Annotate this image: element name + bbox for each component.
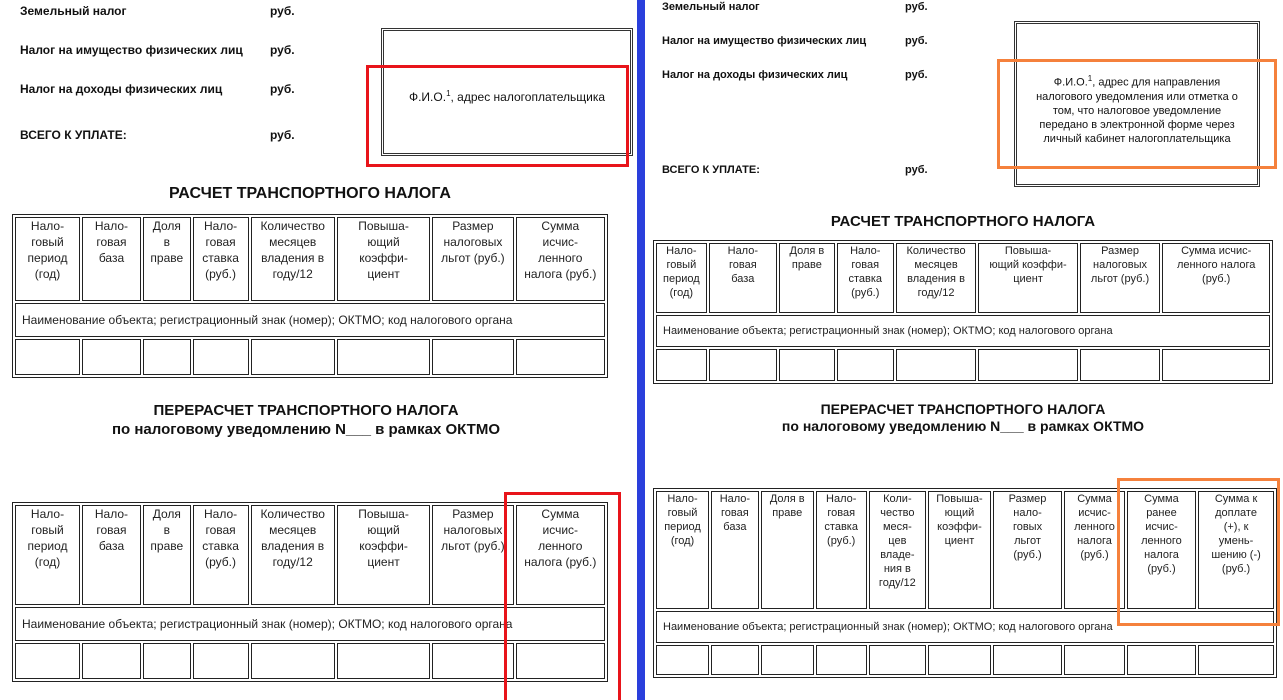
- table-header-row: [656, 491, 1274, 609]
- summary-row-land-tax: [20, 4, 295, 18]
- header-text: [1164, 244, 1268, 286]
- header-line: Доля в: [789, 245, 825, 257]
- footnote-mark: 1: [1087, 74, 1093, 83]
- header-line: Количество: [260, 219, 325, 233]
- blank-cell[interactable]: [1162, 349, 1270, 381]
- header-cell: [656, 243, 707, 313]
- header-text: [658, 492, 707, 548]
- header-line: база: [98, 539, 125, 553]
- summary-row-property-tax: [662, 35, 928, 47]
- header-line: ставка: [848, 273, 883, 285]
- header-line: Нало-: [667, 493, 698, 505]
- header-cell: [337, 505, 430, 605]
- header-line: Сумма: [1144, 493, 1179, 505]
- blank-cell[interactable]: [779, 349, 835, 381]
- header-line: говая: [205, 235, 236, 249]
- header-line: база: [731, 273, 755, 285]
- box-text: Ф.И.О.: [1053, 76, 1088, 89]
- box-text: Ф.И.О.: [408, 90, 447, 104]
- header-text: [781, 244, 833, 272]
- blank-cell[interactable]: [15, 339, 80, 375]
- summary-label: Земельный налог: [20, 4, 127, 18]
- header-line: льгот (руб.): [441, 251, 505, 265]
- header-line: говая: [96, 235, 127, 249]
- recalc-heading-line-2: по налоговому уведомлению N___ в рамках ОКТМО: [781, 418, 1145, 434]
- header-line: (год): [34, 267, 61, 281]
- summary-label: Налог на доходы физических лиц: [662, 69, 848, 81]
- summary-unit: руб.: [270, 128, 295, 142]
- summary-unit: руб.: [905, 69, 928, 81]
- footnote-mark: 1: [446, 89, 451, 98]
- header-cell: [993, 491, 1062, 609]
- blank-cell[interactable]: [432, 339, 513, 375]
- header-text: [711, 244, 775, 286]
- header-cell: [516, 505, 605, 605]
- object-description-cell: Наименование объекта; регистрационный знак (номер); ОКТМО; код налогового органа: [15, 607, 605, 641]
- header-line: ленного: [1074, 521, 1115, 533]
- header-line: Нало-: [666, 245, 697, 257]
- object-description-cell: Наименование объекта; регистрационный знак (номер); ОКТМО; код налогового органа: [656, 611, 1274, 643]
- header-line: (руб.): [827, 535, 856, 547]
- old-form-pane: [0, 0, 637, 700]
- header-line: ленного: [538, 539, 583, 553]
- taxpayer-address-box: [1014, 21, 1260, 187]
- recalc-heading-line-2: по налоговому уведомлению N___ в рамках ОКТМО: [111, 421, 500, 438]
- header-line: Повыша-: [1004, 245, 1052, 257]
- header-line: льгот (руб.): [441, 539, 505, 553]
- header-line: меся-: [882, 521, 912, 533]
- pane-divider: [637, 0, 645, 700]
- header-line: Нало-: [826, 493, 857, 505]
- header-text: [339, 218, 428, 282]
- header-line: месяцев: [914, 259, 958, 271]
- table-header-row: [15, 505, 605, 605]
- blank-cell[interactable]: [1080, 349, 1161, 381]
- header-line: говый: [667, 507, 698, 519]
- header-line: Доля: [152, 507, 181, 521]
- recalc-table: [12, 502, 608, 682]
- header-text: [17, 218, 78, 282]
- blank-cell[interactable]: [15, 643, 80, 679]
- header-line: году/12: [917, 287, 955, 299]
- blank-cell[interactable]: [251, 643, 335, 679]
- header-line: льгот (руб.): [1090, 273, 1150, 285]
- header-line: говый: [666, 259, 697, 271]
- header-cell: [978, 243, 1077, 313]
- header-text: [518, 218, 603, 282]
- header-line: (руб.): [205, 267, 237, 281]
- header-line: владе-: [880, 549, 915, 561]
- table-object-row: [15, 303, 605, 337]
- header-line: ющий: [367, 523, 400, 537]
- blank-cell[interactable]: [1064, 645, 1125, 675]
- blank-cell[interactable]: [993, 645, 1062, 675]
- recalc-heading: [645, 401, 1281, 435]
- header-line: циент: [367, 267, 400, 281]
- header-line: ставка: [824, 521, 858, 533]
- header-line: Доля: [152, 219, 181, 233]
- calc-heading: РАСЧЕТ ТРАНСПОРТНОГО НАЛОГА: [830, 213, 1096, 230]
- summary-label: Земельный налог: [662, 1, 760, 13]
- header-line: налоговых: [443, 523, 503, 537]
- header-text: [518, 506, 603, 570]
- header-line: налоговых: [443, 235, 503, 249]
- header-cell: [143, 505, 191, 605]
- header-line: Коли-: [883, 493, 912, 505]
- blank-cell[interactable]: [896, 349, 977, 381]
- header-cell: [1127, 491, 1196, 609]
- blank-cell[interactable]: [516, 643, 605, 679]
- blank-cell[interactable]: [816, 645, 867, 675]
- header-line: (руб.): [851, 287, 880, 299]
- header-line: нало-: [1013, 507, 1042, 519]
- header-line: период: [664, 521, 701, 533]
- header-cell: [251, 505, 335, 605]
- table-blank-row: [15, 339, 605, 375]
- header-line: Нало-: [30, 507, 65, 521]
- blank-cell[interactable]: [761, 645, 814, 675]
- header-cell: [779, 243, 835, 313]
- header-cell: [193, 505, 249, 605]
- blank-cell[interactable]: [337, 339, 430, 375]
- header-line: умень-: [1218, 535, 1254, 547]
- summary-unit: руб.: [905, 164, 928, 176]
- header-line: цев: [888, 535, 907, 547]
- header-line: говая: [721, 507, 749, 519]
- header-text: [980, 244, 1075, 286]
- header-text: [871, 492, 924, 590]
- header-line: период: [27, 251, 68, 265]
- summary-row-income-tax: [662, 69, 928, 81]
- blank-cell[interactable]: [869, 645, 926, 675]
- blank-cell[interactable]: [711, 645, 759, 675]
- header-line: ставка: [202, 539, 239, 553]
- header-cell: [516, 217, 605, 301]
- blank-cell[interactable]: [978, 349, 1077, 381]
- blank-cell[interactable]: [143, 643, 191, 679]
- header-text: [818, 492, 865, 548]
- header-line: Нало-: [204, 507, 238, 521]
- header-text: [1200, 492, 1272, 576]
- header-line: (руб.): [1202, 273, 1231, 285]
- taxpayer-address-text: [1017, 72, 1257, 146]
- header-cell: [143, 217, 191, 301]
- header-line: исчис-: [1145, 521, 1178, 533]
- recalc-table: [653, 488, 1277, 678]
- header-line: ющий коэффи-: [989, 259, 1067, 271]
- table-object-row: [656, 315, 1270, 347]
- header-text: [145, 506, 189, 554]
- header-line: Размер: [1101, 245, 1139, 257]
- header-line: коэффи-: [359, 539, 408, 553]
- header-cell: [896, 243, 977, 313]
- header-text: [713, 492, 757, 534]
- header-text: [930, 492, 989, 548]
- header-line: Сумма: [541, 219, 580, 233]
- header-cell: [869, 491, 926, 609]
- summary-row-land-tax: [662, 1, 928, 13]
- header-text: [1129, 492, 1194, 576]
- header-line: чество: [880, 507, 915, 519]
- header-line: льгот: [1014, 535, 1041, 547]
- summary-label: ВСЕГО К УПЛАТЕ:: [20, 128, 127, 142]
- blank-cell[interactable]: [656, 349, 707, 381]
- blank-cell[interactable]: [1127, 645, 1196, 675]
- header-cell: [432, 505, 513, 605]
- header-line: (руб.): [1013, 549, 1042, 561]
- header-line: говая: [728, 259, 757, 271]
- header-line: исчис-: [542, 235, 579, 249]
- table-blank-row: [15, 643, 605, 679]
- taxpayer-address-text: [384, 87, 630, 104]
- header-line: говых: [1012, 521, 1043, 533]
- header-line: говая: [96, 523, 127, 537]
- header-line: владения в: [907, 273, 965, 285]
- header-cell: [15, 217, 80, 301]
- header-line: Нало-: [727, 245, 759, 257]
- header-cell: [193, 217, 249, 301]
- header-line: ленного: [538, 251, 583, 265]
- header-line: ранее: [1146, 507, 1177, 519]
- blank-cell[interactable]: [143, 339, 191, 375]
- header-cell: [709, 243, 777, 313]
- header-line: праве: [150, 539, 184, 553]
- header-text: [253, 218, 333, 282]
- blank-cell[interactable]: [656, 645, 709, 675]
- header-line: Сумма исчис-: [1181, 245, 1252, 257]
- header-text: [658, 244, 705, 300]
- header-cell: [1198, 491, 1274, 609]
- table-header-row: [15, 217, 605, 301]
- header-cell: [1162, 243, 1270, 313]
- header-text: [145, 218, 189, 266]
- header-line: ющий: [367, 235, 400, 249]
- summary-row-total: [662, 164, 928, 176]
- header-line: Нало-: [850, 245, 881, 257]
- header-line: Повыша-: [358, 507, 409, 521]
- header-line: ния в: [883, 563, 911, 575]
- header-cell: [711, 491, 759, 609]
- object-description-cell: Наименование объекта; регистрационный знак (номер); ОКТМО; код налогового органа: [656, 315, 1270, 347]
- calc-table: [653, 240, 1273, 384]
- header-line: циент: [367, 555, 400, 569]
- recalc-heading: [0, 401, 612, 439]
- recalc-heading-line-1: ПЕРЕРАСЧЕТ ТРАНСПОРТНОГО НАЛОГА: [820, 401, 1106, 417]
- header-line: праве: [772, 507, 803, 519]
- header-line: ставка: [202, 251, 239, 265]
- blank-cell[interactable]: [337, 643, 430, 679]
- header-text: [1082, 244, 1159, 286]
- header-line: Повыша-: [936, 493, 983, 505]
- header-line: Размер: [452, 507, 494, 521]
- summary-row-income-tax: [20, 82, 295, 96]
- header-line: говая: [851, 259, 880, 271]
- header-line: период: [663, 273, 700, 285]
- summary-unit: руб.: [270, 43, 295, 57]
- blank-cell[interactable]: [82, 339, 141, 375]
- header-line: говый: [31, 523, 64, 537]
- summary-row-total: [20, 128, 295, 142]
- blank-cell[interactable]: [251, 339, 335, 375]
- header-text: [763, 492, 812, 520]
- header-line: году/12: [272, 267, 313, 281]
- header-cell: [82, 505, 141, 605]
- header-text: [195, 506, 247, 570]
- taxpayer-address-box: [381, 28, 633, 156]
- header-line: налога: [1077, 535, 1112, 547]
- blank-cell[interactable]: [432, 643, 513, 679]
- header-line: ющий: [944, 507, 975, 519]
- header-line: Нало-: [30, 219, 65, 233]
- header-line: налога: [1144, 549, 1179, 561]
- calc-heading: РАСЧЕТ ТРАНСПОРТНОГО НАЛОГА: [169, 185, 451, 202]
- header-line: налоговых: [1093, 259, 1148, 271]
- header-cell: [337, 217, 430, 301]
- header-line: циент: [944, 535, 975, 547]
- header-line: Сумма к: [1214, 493, 1258, 505]
- header-line: налога (руб.): [524, 267, 597, 281]
- header-line: ленного: [1141, 535, 1182, 547]
- header-line: месяцев: [269, 523, 317, 537]
- summary-unit: руб.: [270, 4, 295, 18]
- table-header-row: [656, 243, 1270, 313]
- table-object-row: [656, 611, 1274, 643]
- header-line: году/12: [878, 577, 916, 589]
- header-line: налога (руб.): [524, 555, 597, 569]
- header-cell: [1064, 491, 1125, 609]
- header-line: говый: [31, 235, 64, 249]
- header-line: Размер: [1008, 493, 1047, 505]
- header-cell: [1080, 243, 1161, 313]
- header-line: шению (-): [1211, 549, 1261, 561]
- summary-label: Налог на доходы физических лиц: [20, 82, 223, 96]
- header-cell: [656, 491, 709, 609]
- header-line: (руб.): [205, 555, 237, 569]
- header-cell: [928, 491, 991, 609]
- header-line: (год): [670, 535, 695, 547]
- header-line: праве: [791, 259, 822, 271]
- box-text-rest: , адрес для направления налогового уведомления или отметка о том, что налоговое уведомление передано в электронной форме через личный кабинет налогоплательщика: [1036, 76, 1238, 145]
- header-line: Размер: [452, 219, 494, 233]
- header-text: [84, 506, 139, 554]
- header-line: коэффи-: [937, 521, 982, 533]
- header-line: Доля в: [769, 493, 805, 505]
- header-line: говая: [827, 507, 856, 519]
- header-text: [253, 506, 333, 570]
- header-line: праве: [150, 251, 184, 265]
- header-line: (руб.): [1147, 563, 1176, 575]
- header-line: (руб.): [1221, 563, 1251, 575]
- blank-cell[interactable]: [516, 339, 605, 375]
- header-line: база: [723, 521, 747, 533]
- header-line: период: [27, 539, 68, 553]
- header-cell: [82, 217, 141, 301]
- header-text: [434, 218, 511, 266]
- header-line: говая: [205, 523, 236, 537]
- header-line: (руб.): [1080, 549, 1109, 561]
- header-line: Повыша-: [358, 219, 409, 233]
- header-text: [339, 506, 428, 570]
- blank-cell[interactable]: [928, 645, 991, 675]
- header-line: Нало-: [204, 219, 238, 233]
- header-line: база: [98, 251, 125, 265]
- header-cell: [761, 491, 814, 609]
- summary-label: Налог на имущество физических лиц: [662, 35, 867, 47]
- header-text: [84, 218, 139, 266]
- summary-label: Налог на имущество физических лиц: [20, 43, 243, 57]
- header-text: [995, 492, 1060, 562]
- header-line: владения в: [261, 251, 325, 265]
- table-object-row: [15, 607, 605, 641]
- blank-cell[interactable]: [1198, 645, 1274, 675]
- summary-row-property-tax: [20, 43, 295, 57]
- header-line: Сумма: [541, 507, 580, 521]
- header-line: Нало-: [719, 493, 751, 505]
- header-line: (год): [669, 287, 694, 299]
- blank-cell[interactable]: [193, 339, 249, 375]
- header-line: исчис-: [1078, 507, 1111, 519]
- header-text: [195, 218, 247, 282]
- header-cell: [251, 217, 335, 301]
- header-cell: [15, 505, 80, 605]
- header-line: Нало-: [94, 507, 129, 521]
- summary-unit: руб.: [905, 35, 928, 47]
- header-line: в: [163, 523, 170, 537]
- recalc-heading-line-1: ПЕРЕРАСЧЕТ ТРАНСПОРТНОГО НАЛОГА: [153, 402, 459, 419]
- header-line: (+), к: [1223, 521, 1249, 533]
- new-form-pane: [645, 0, 1283, 700]
- header-line: Количество: [260, 507, 325, 521]
- header-line: Количество: [906, 245, 966, 257]
- blank-cell[interactable]: [837, 349, 894, 381]
- header-cell: [816, 491, 867, 609]
- table-blank-row: [656, 645, 1274, 675]
- header-text: [1066, 492, 1123, 562]
- header-text: [17, 506, 78, 570]
- blank-cell[interactable]: [82, 643, 141, 679]
- box-text-rest: , адрес налогоплательщика: [450, 90, 606, 104]
- summary-label: ВСЕГО К УПЛАТЕ:: [662, 164, 760, 176]
- summary-unit: руб.: [905, 1, 928, 13]
- header-line: году/12: [272, 555, 313, 569]
- header-line: ленного налога: [1176, 259, 1256, 271]
- header-line: коэффи-: [359, 251, 408, 265]
- header-line: Сумма: [1077, 493, 1112, 505]
- blank-cell[interactable]: [193, 643, 249, 679]
- table-blank-row: [656, 349, 1270, 381]
- header-text: [839, 244, 892, 300]
- header-line: исчис-: [542, 523, 579, 537]
- header-cell: [837, 243, 894, 313]
- header-line: циент: [1013, 273, 1043, 285]
- header-text: [434, 506, 511, 554]
- header-line: в: [163, 235, 170, 249]
- object-description-cell: Наименование объекта; регистрационный знак (номер); ОКТМО; код налогового органа: [15, 303, 605, 337]
- blank-cell[interactable]: [709, 349, 777, 381]
- header-line: доплате: [1215, 507, 1257, 519]
- header-line: владения в: [261, 539, 325, 553]
- header-text: [898, 244, 975, 300]
- header-cell: [432, 217, 513, 301]
- header-line: Нало-: [94, 219, 129, 233]
- header-line: (год): [34, 555, 61, 569]
- summary-unit: руб.: [270, 82, 295, 96]
- calc-table: [12, 214, 608, 378]
- header-line: месяцев: [269, 235, 317, 249]
